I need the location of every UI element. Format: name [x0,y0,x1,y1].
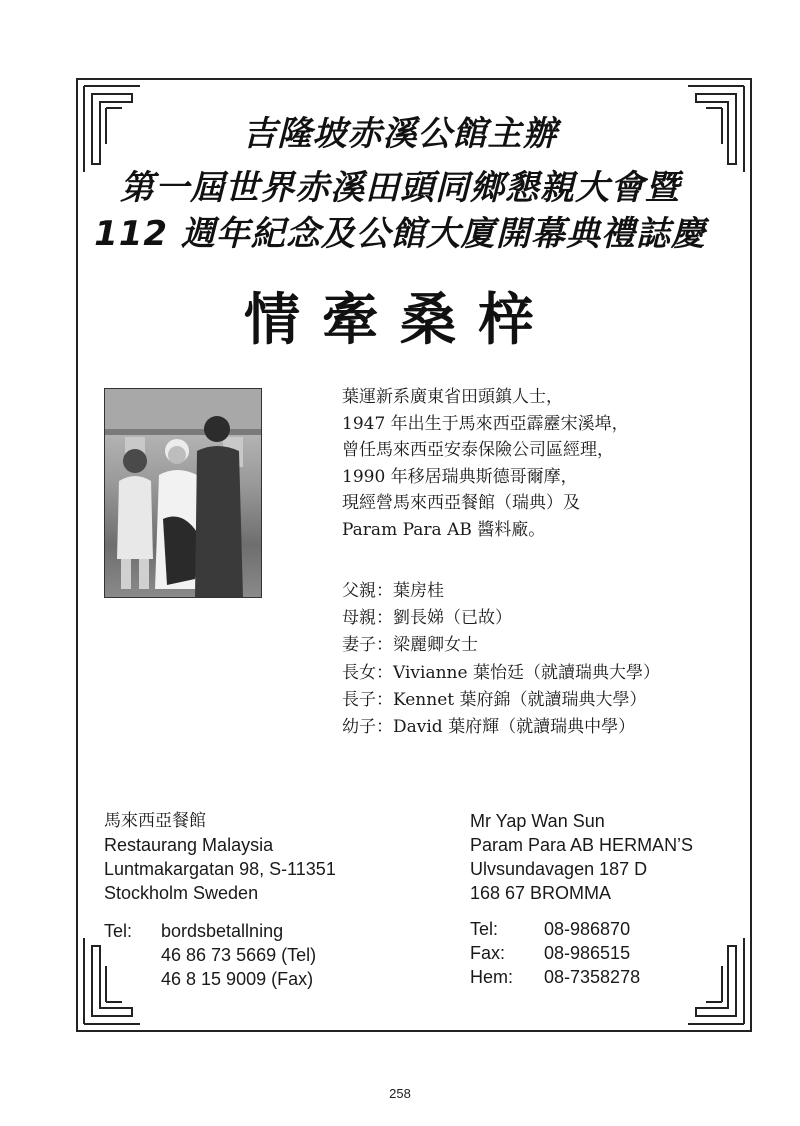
family-photo [104,388,262,598]
tel-value: bordsbetallning [161,921,284,941]
bio-line: 1947 年出生于馬來西亞霹靂宋溪埠， [342,413,629,434]
family-item: 長女：Vivianne 葉怡廷（就讀瑞典大學） [342,662,660,683]
header-line-1: 吉隆坡赤溪公館主辦 [242,114,558,154]
fax-value: 46 8 15 9009 (Fax) [161,969,314,989]
fax-label: Fax: [470,943,506,963]
tel-value: 08-986870 [544,919,631,939]
header-line-3: 112 週年紀念及公館大廈開幕典禮誌慶 [94,214,706,254]
tel-value: 46 86 73 5669 (Tel) [161,945,317,965]
home-label: Hem: [470,967,514,987]
corner-ornament-bottom-right [686,936,746,1026]
family-item: 幼子：David 葉府輝（就讀瑞典中學） [342,717,636,738]
tel-label: Tel: [470,919,499,939]
restaurant-name-en: Restaurang Malaysia [104,835,274,855]
main-title: 情牽桑梓 [244,287,556,353]
company-phones [470,917,640,989]
bio-line: 葉運新系廣東省田頭鎮人士， [342,387,563,407]
home-value: 08-7358278 [544,967,641,987]
company-street: Ulvsundavagen 187 D [470,859,648,879]
tel-label: Tel: [104,921,133,941]
bio-line: Param Para AB 醬料廠。 [342,519,546,540]
contact-person: Mr Yap Wan Sun [470,811,605,831]
bio-line: 曾任馬來西亞安泰保險公司區經理， [342,440,614,460]
page-number: 258 [389,1086,411,1101]
restaurant-phones [104,919,316,991]
restaurant-city: Stockholm Sweden [104,883,259,903]
company-name: Param Para AB HERMAN’S [470,835,694,855]
family-item: 妻子：梁麗卿女士 [342,635,478,656]
family-list [342,578,742,741]
family-item: 父親：葉房桂 [342,581,444,601]
bio-line: 現經營馬來西亞餐館（瑞典）及 [342,493,580,513]
restaurant-name-cn: 馬來西亞餐館 [104,811,206,831]
company-city: 168 67 BROMMA [470,883,612,903]
restaurant-street: Luntmakargatan 98, S-11351 [104,859,336,879]
biography-text [342,384,742,543]
restaurant-address [104,809,336,905]
family-item: 母親：劉長娣（已故） [342,608,512,629]
family-item: 長子：Kennet 葉府錦（就讀瑞典大學） [342,689,647,710]
company-address [470,809,693,905]
bio-line: 1990 年移居瑞典斯德哥爾摩， [342,466,578,487]
fax-value: 08-986515 [544,943,631,963]
header-line-2: 第一屆世界赤溪田頭同鄉懇親大會暨 [120,168,680,208]
